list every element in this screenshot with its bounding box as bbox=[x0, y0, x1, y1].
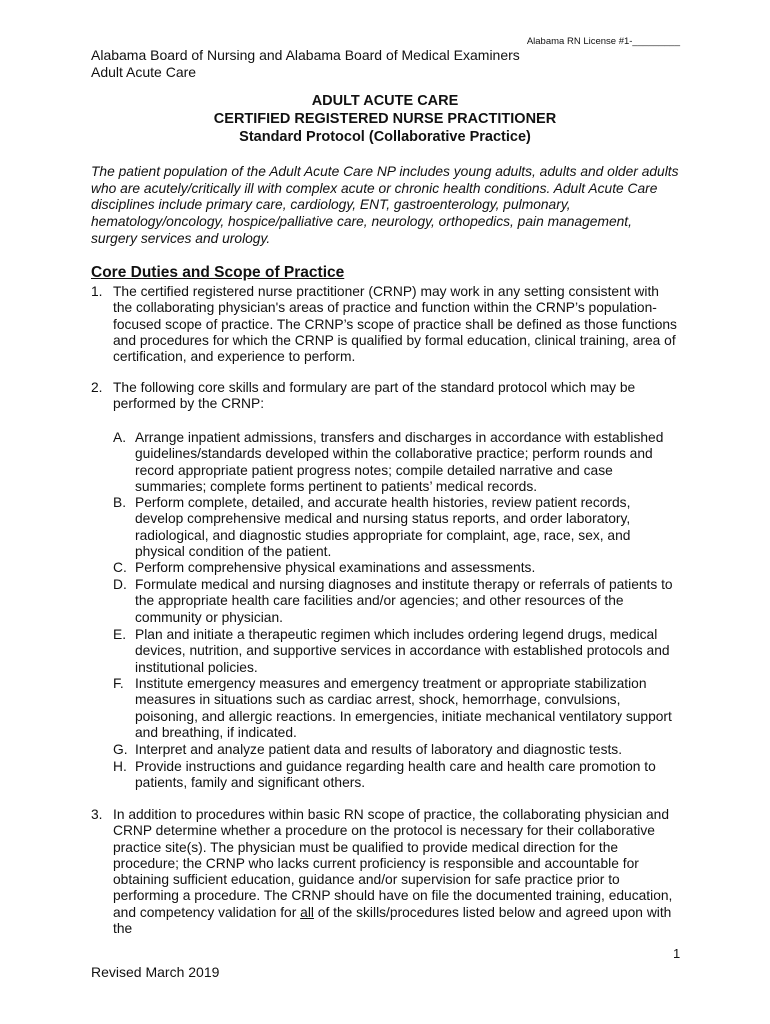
list-item bbox=[91, 380, 681, 413]
sub-list-text: Interpret and analyze patient data and results of laboratory and diagnostic tests. bbox=[135, 742, 623, 757]
sub-list-letter: D. bbox=[113, 577, 127, 592]
section-heading: Core Duties and Scope of Practice bbox=[91, 264, 345, 281]
license-number-field: Alabama RN License #1-_________ bbox=[526, 36, 680, 47]
sub-list-item bbox=[113, 676, 681, 741]
sub-list-letter: B. bbox=[113, 495, 127, 510]
organization-subtitle: Adult Acute Care bbox=[91, 64, 197, 80]
list-item-number: 3. bbox=[91, 807, 103, 822]
sub-list-text: Formulate medical and nursing diagnoses and institute therapy or referrals of patients to the appropriate health care facilities and/or agencies; and other resources of the community or physician. bbox=[135, 577, 673, 625]
list-item-text-part: In addition to procedures within basic RN scope of practice, the collaborating physician and CRNP determine whether a procedure on the protocol is necessary for their collaborative practice site(s). The physician must be qualified to provide medical direction for the procedure; the CRNP who lacks current proficiency is responsible and accountable for obtaining sufficient education, guidance and/or supervision for safe practice prior to performing a procedure. The CRNP should have on file the documented training, education, and competency validation for bbox=[113, 807, 673, 920]
list-item bbox=[91, 284, 681, 365]
title-line-1: ADULT ACUTE CARE bbox=[311, 93, 459, 109]
title-line-2: CERTIFIED REGISTERED NURSE PRACTITIONER bbox=[213, 111, 557, 127]
sub-list-letter: F. bbox=[113, 676, 124, 691]
organization-header bbox=[91, 47, 520, 81]
intro-paragraph: The patient population of the Adult Acute Care NP includes young adults, adults and older adults who are acutely/critically ill with complex acute or chronic health conditions. Adult Acute Care disciplines include primary care, cardiology, ENT, gastroenterology, pulmonary, hematology/oncology, hospice/palliative care, neurology, orthopedics, pain management, surgery services and urology. bbox=[91, 164, 679, 246]
document-title-block bbox=[0, 92, 770, 146]
title-line-3: Standard Protocol (Collaborative Practice) bbox=[239, 129, 531, 145]
sub-list-item bbox=[113, 560, 681, 576]
list-item-text-part: of the skills/procedures listed below and agreed upon with the bbox=[113, 904, 672, 937]
sub-list-letter: H. bbox=[113, 759, 127, 774]
sub-list-text: Perform complete, detailed, and accurate health histories, review patient records, develop comprehensive medical and nursing status reports, and order laboratory, radiological, and diagnostic studies appropriate for complaint, age, race, sex, and physical condition of the patient. bbox=[135, 495, 631, 559]
list-item-number: 1. bbox=[91, 284, 103, 299]
sub-list-text: Plan and initiate a therapeutic regimen which includes ordering legend drugs, medical devices, nutrition, and supportive services in accordance with established protocols and institutional policies. bbox=[135, 627, 670, 675]
sub-list-text: Institute emergency measures and emergency treatment or appropriate stabilization measures in situations such as cardiac arrest, shock, hemorrhage, convulsions, poisoning, and allergic reactions. In emergencies, initiate mechanical ventilatory support and breathing, if indicated. bbox=[135, 676, 672, 740]
revision-date: Revised March 2019 bbox=[91, 964, 220, 980]
sub-list-letter: C. bbox=[113, 560, 127, 575]
sub-list-text: Arrange inpatient admissions, transfers and discharges in accordance with established guidelines/standards developed within the collaborative practice; perform rounds and record appropriate patient progress notes; compile detailed narrative and case summaries; complete forms pertinent to patients’ medical records. bbox=[135, 430, 664, 494]
sub-list-letter: A. bbox=[113, 430, 127, 445]
page-number: 1 bbox=[673, 946, 681, 961]
sub-list-item bbox=[113, 430, 681, 495]
sub-list-item bbox=[113, 742, 681, 758]
underlined-word: all bbox=[300, 904, 314, 920]
sub-list-text: Provide instructions and guidance regarding health care and health care promotion to patients, family and significant others. bbox=[135, 759, 656, 791]
sub-list-item bbox=[113, 627, 681, 676]
list-item-text: The following core skills and formulary are part of the standard protocol which may be performed by the CRNP: bbox=[113, 380, 636, 412]
sub-list-item bbox=[113, 495, 681, 560]
sub-list-letter: G. bbox=[113, 742, 128, 757]
sub-list-letter: E. bbox=[113, 627, 127, 642]
list-item-number: 2. bbox=[91, 380, 103, 395]
sub-list-text: Perform comprehensive physical examinations and assessments. bbox=[135, 560, 536, 575]
list-item-text: The certified registered nurse practitioner (CRNP) may work in any setting consistent with the collaborating physician's areas of practice and function within the CRNP’s population-focused scope of practice. The CRNP’s scope of practice shall be defined as those functions and procedures for which the CRNP is qualified by formal education, clinical training, area of certification, and experience to perform. bbox=[113, 284, 677, 365]
sub-list-item bbox=[113, 759, 681, 792]
sub-list-item bbox=[113, 577, 681, 626]
organization-name: Alabama Board of Nursing and Alabama Board of Medical Examiners bbox=[91, 47, 520, 63]
list-item-text bbox=[113, 807, 681, 937]
list-item bbox=[91, 807, 681, 937]
